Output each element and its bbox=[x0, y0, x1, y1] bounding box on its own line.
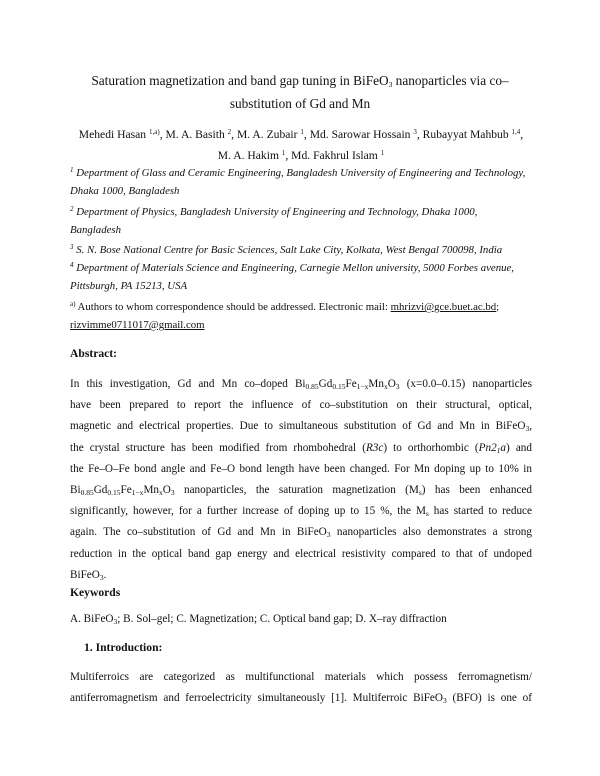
abstract-line: the Fe–O–Fe bond angle and Fe–O bond length have been changed. For Mn doping up to 10% in bbox=[70, 462, 532, 475]
author-list bbox=[68, 124, 534, 166]
author-line-2: M. A. Hakim $^1$, Md. Fakhrul Islam $^1$ bbox=[217, 149, 385, 162]
title-line-2: substitution of Gd and Mn bbox=[229, 96, 371, 111]
email-link-2[interactable]: rizvimme0711017@gmail.com bbox=[70, 319, 205, 331]
abstract-line: have been prepared to report the influence of co–substitution on their structural, optical, bbox=[70, 399, 532, 412]
abstract-line: the crystal structure has been modified from rhombohedral (R3c) to orthorhombic $(Pn2_1a)$ and bbox=[70, 441, 532, 455]
author-line-1: Mehedi Hasan $^{1,a)}$, M. A. Basith $^2$, M. A. Zubair $^1$, Md. Sarowar Hossain $^3$, Rubayyat Mahbub $^{1,4}$, bbox=[78, 128, 524, 141]
introduction-heading: 1. Introduction: bbox=[84, 641, 163, 654]
paper-title bbox=[70, 69, 530, 115]
abstract-line: $Bi_{0.85}Gd_{0.15}Fe_{1-x}Mn_xO_3$ nanoparticles, the saturation magnetization $(M_s)$ has been enhanced bbox=[70, 484, 532, 498]
abstract-line: BiFeO$_3$. bbox=[70, 568, 107, 582]
correspondence-note: $^{a)}$ Authors to whom correspondence should be addressed. Electronic mail: mhrizvi@gce.buet.ac.bd; rizvimme0711017@gmail.com bbox=[70, 300, 500, 331]
affiliation-1: $^1$ Department of Glass and Ceramic Engineering, Bangladesh University of Engineering and Technology, Dhaka 1000, Bangladesh bbox=[70, 166, 526, 197]
affiliation-3: $^3$ S. N. Bose National Centre for Basic Sciences, Salt Lake City, Kolkata, West Bengal 700098, India bbox=[70, 243, 503, 256]
introduction-body bbox=[70, 667, 532, 709]
abstract-line: magnetic and electrical properties. Due to simultaneous substitution of Gd and Mn in BiFeO$_3$, bbox=[70, 420, 532, 434]
abstract-body bbox=[70, 374, 532, 586]
abstract-line: reduction in the optical band gap energy and electrical resistivity compared to that of undoped bbox=[70, 547, 532, 560]
intro-line: Multiferroics are categorized as multifunctional materials which possess ferromagnetism/ bbox=[70, 671, 532, 683]
abstract-heading: Abstract: bbox=[70, 347, 118, 360]
keywords-heading: Keywords bbox=[70, 586, 121, 599]
abstract-line: In this investigation, Gd and Mn co–doped $Bi_{0.85}Gd_{0.15}Fe_{1-x}Mn_xO_3$ (x=0.0–0.15) nanoparticles bbox=[70, 378, 532, 391]
intro-line: antiferromagnetism and ferroelectricity simultaneously [1]. Multiferroic BiFeO$_3$ (BFO) is one of bbox=[70, 692, 532, 706]
title-line-1: Saturation magnetization and band gap tuning in BiFeO$_3$ nanoparticles via co– bbox=[91, 73, 509, 89]
abstract-line: significantly, however, for a further increase of doping up to 15 %, the $M_s$ has started to reduce bbox=[70, 505, 532, 519]
affiliation-2: $^2$ Department of Physics, Bangladesh University of Engineering and Technology, Dhaka 1000, Bangladesh bbox=[70, 205, 478, 236]
affiliation-4: $^4$ Department of Materials Science and Engineering, Carnegie Mellon university, 5000 Forbes avenue, Pittsburgh, PA 15213, USA bbox=[70, 261, 514, 292]
email-link-1[interactable]: mhrizvi@gce.buet.ac.bd bbox=[390, 301, 497, 313]
abstract-line: again. The co–substitution of Gd and Mn in BiFeO$_3$ nanoparticles also demonstrates a strong bbox=[70, 526, 532, 540]
keywords-list: A. BiFeO$_3$; B. Sol–gel; C. Magnetization; C. Optical band gap; D. X–ray diffraction bbox=[70, 613, 447, 626]
